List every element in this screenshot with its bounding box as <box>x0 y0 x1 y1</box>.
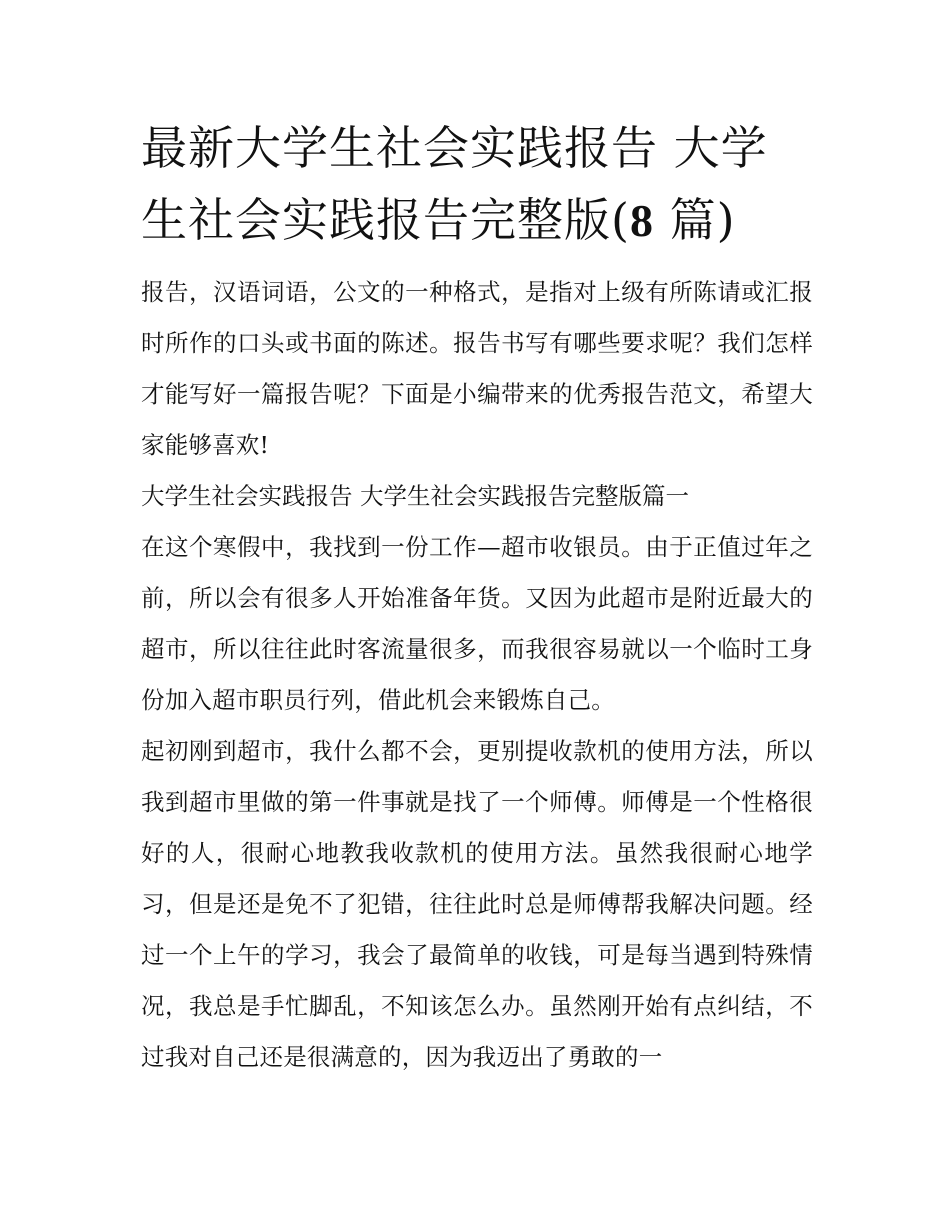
title-text-part1: 最新大学生社会实践报告 大学生社会实践报告完整版( <box>141 121 768 247</box>
document-title <box>141 112 813 257</box>
title-number: 8 <box>629 195 654 246</box>
intro-paragraph: 报告，汉语词语，公文的一种格式，是指对上级有所陈请或汇报时所作的口头或书面的陈述。报告书写有哪些要求呢？我们怎样才能写好一篇报告呢？下面是小编带来的优秀报告范文，希望大家能够喜欢! <box>141 278 813 459</box>
body-paragraph-1: 在这个寒假中，我找到一份工作—超市收银员。由于正值过年之前，所以会有很多人开始准备年货。又因为此超市是附近最大的超市，所以往往此时客流量很多，而我很容易就以一个临时工身份加入超市职员行列，借此机会来锻炼自己。 <box>141 533 813 714</box>
document-body <box>141 112 813 1083</box>
body-paragraph-2: 起初刚到超市，我什么都不会，更别提收款机的使用方法，所以我到超市里做的第一件事就是找了一个师傅。师傅是一个性格很好的人，很耐心地教我收款机的使用方法。虽然我很耐心地学习，但是还是免不了犯错，往往此时总是师傅帮我解决问题。经过一个上午的学习，我会了最简单的收钱，可是每当遇到特殊情况，我总是手忙脚乱，不知该怎么办。虽然刚开始有点纠结，不过我对自己还是很满意的，因为我迈出了勇敢的一 <box>141 737 813 1071</box>
title-text-part2: 篇) <box>653 193 736 247</box>
section-heading: 大学生社会实践报告 大学生社会实践报告完整版篇一 <box>141 482 689 510</box>
